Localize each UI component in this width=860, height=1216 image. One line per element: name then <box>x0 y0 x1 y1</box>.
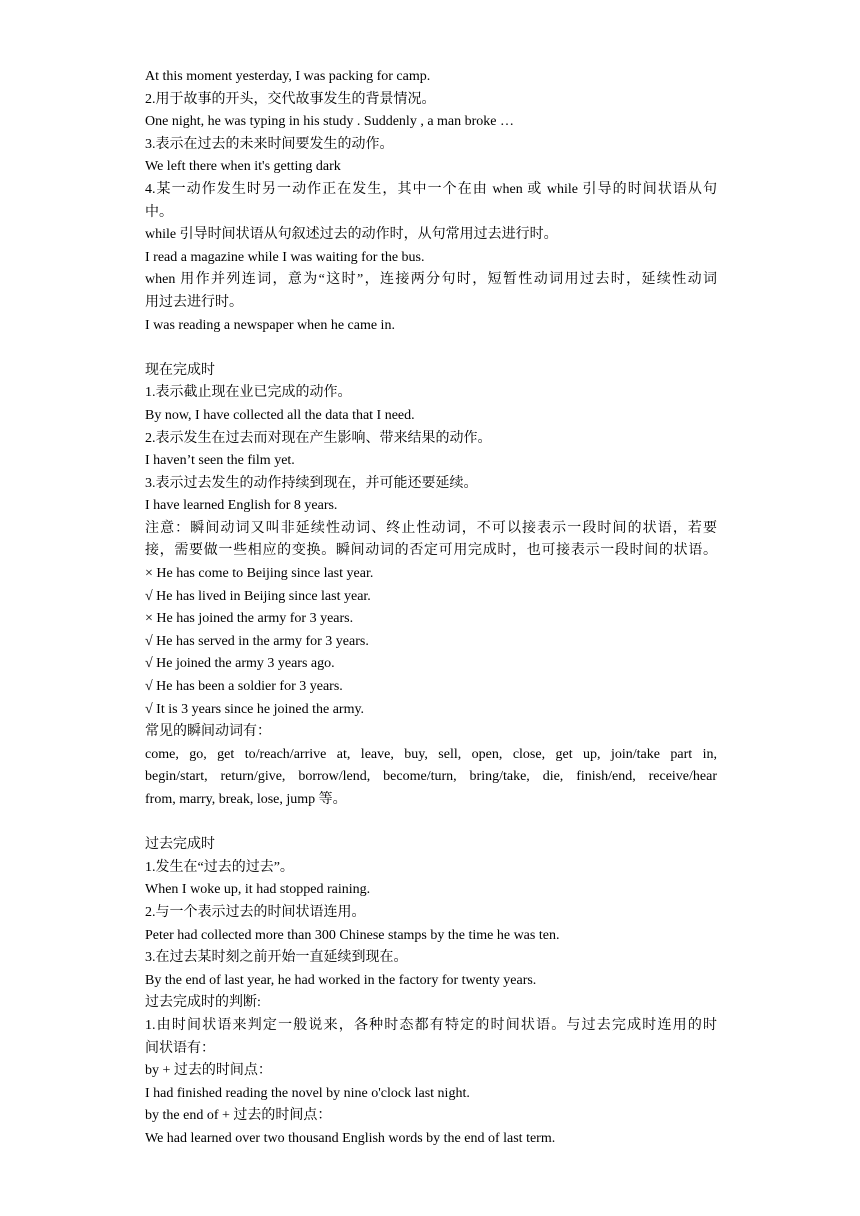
rule-item: 1.发生在“过去的过去”。 <box>145 859 294 875</box>
example-sentence: By the end of last year, he had worked in the factory for twenty years. <box>145 972 537 988</box>
usage-note-continued: 接，需要做一些相应的变换。瞬间动词的否定可用完成时，也可接表示一段时间的状语。 <box>145 543 717 559</box>
example-sentence: I read a magazine while I was waiting for the bus. <box>145 249 425 265</box>
rule-item-continued: 中。 <box>145 204 173 220</box>
rule-item-continued: 间状语有： <box>145 1040 215 1056</box>
list-label: 常见的瞬间动词有： <box>145 724 271 740</box>
rule-item: 4.某一动作发生时另一动作正在发生，其中一个在由 when 或 while 引导的时间状语从句 <box>145 181 717 197</box>
marked-example: √ He joined the army 3 years ago. <box>145 656 335 672</box>
rule-item: 2.用于故事的开头，交代故事发生的背景情况。 <box>145 91 436 107</box>
example-sentence: One night, he was typing in his study . Suddenly , a man broke … <box>145 114 515 130</box>
example-sentence: We left there when it's getting dark <box>145 159 341 175</box>
list-label: 过去完成时的判断: <box>145 995 261 1011</box>
section-heading: 现在完成时 <box>145 362 215 378</box>
usage-note: 注意：瞬间动词又叫非延续性动词、终止性动词，不可以接表示一段时间的状语，若要 <box>145 520 717 536</box>
example-sentence: We had learned over two thousand English words by the end of last term. <box>145 1130 556 1146</box>
pattern-label: by the end of + 过去的时间点： <box>145 1108 332 1124</box>
verb-list: begin/start, return/give, borrow/lend, become/turn, bring/take, die, finish/end, receive/hear <box>145 769 717 785</box>
example-sentence: When I woke up, it had stopped raining. <box>145 882 371 898</box>
example-sentence: At this moment yesterday, I was packing for camp. <box>145 69 431 84</box>
rule-item: 3.表示在过去的未来时间要发生的动作。 <box>145 136 394 152</box>
marked-example: √ He has served in the army for 3 years. <box>145 633 369 649</box>
rule-item: 2.与一个表示过去的时间状语连用。 <box>145 904 366 920</box>
rule-item: 3.表示过去发生的动作持续到现在，并可能还要延续。 <box>145 475 478 491</box>
section-heading: 过去完成时 <box>145 837 215 853</box>
example-sentence: I had finished reading the novel by nine o'clock last night. <box>145 1085 470 1101</box>
example-sentence: By now, I have collected all the data that I need. <box>145 407 415 423</box>
example-sentence: Peter had collected more than 300 Chinese stamps by the time he was ten. <box>145 927 560 943</box>
pattern-label: by + 过去的时间点： <box>145 1063 272 1079</box>
usage-note-continued: 用过去进行时。 <box>145 294 243 310</box>
paragraph-spacer <box>145 337 717 360</box>
marked-example: × He has joined the army for 3 years. <box>145 611 354 627</box>
rule-item: 3.在过去某时刻之前开始一直延续到现在。 <box>145 950 408 966</box>
usage-note: while 引导时间状语从句叙述过去的动作时，从句常用过去进行时。 <box>145 227 558 243</box>
verb-list: come, go, get to/reach/arrive at, leave, buy, sell, open, close, get up, join/take part in, <box>145 746 717 762</box>
rule-item: 1.由时间状语来判定一般说来，各种时态都有特定的时间状语。与过去完成时连用的时 <box>145 1017 717 1033</box>
verb-list: from, marry, break, lose, jump 等。 <box>145 792 347 807</box>
marked-example: × He has come to Beijing since last year. <box>145 566 374 582</box>
document-body <box>145 66 717 1151</box>
usage-note: when 用作并列连词，意为“这时”，连接两分句时，短暂性动词用过去时，延续性动词 <box>145 272 717 288</box>
marked-example: √ He has lived in Beijing since last year. <box>145 588 371 604</box>
example-sentence: I haven’t seen the film yet. <box>145 453 295 469</box>
marked-example: √ It is 3 years since he joined the army. <box>145 701 365 717</box>
rule-item: 2.表示发生在过去而对现在产生影响、带来结果的动作。 <box>145 430 492 446</box>
marked-example: √ He has been a soldier for 3 years. <box>145 679 343 695</box>
paragraph-spacer <box>145 812 717 835</box>
rule-item: 1.表示截止现在业已完成的动作。 <box>145 385 352 401</box>
example-sentence: I have learned English for 8 years. <box>145 498 338 514</box>
example-sentence: I was reading a newspaper when he came in. <box>145 317 395 333</box>
